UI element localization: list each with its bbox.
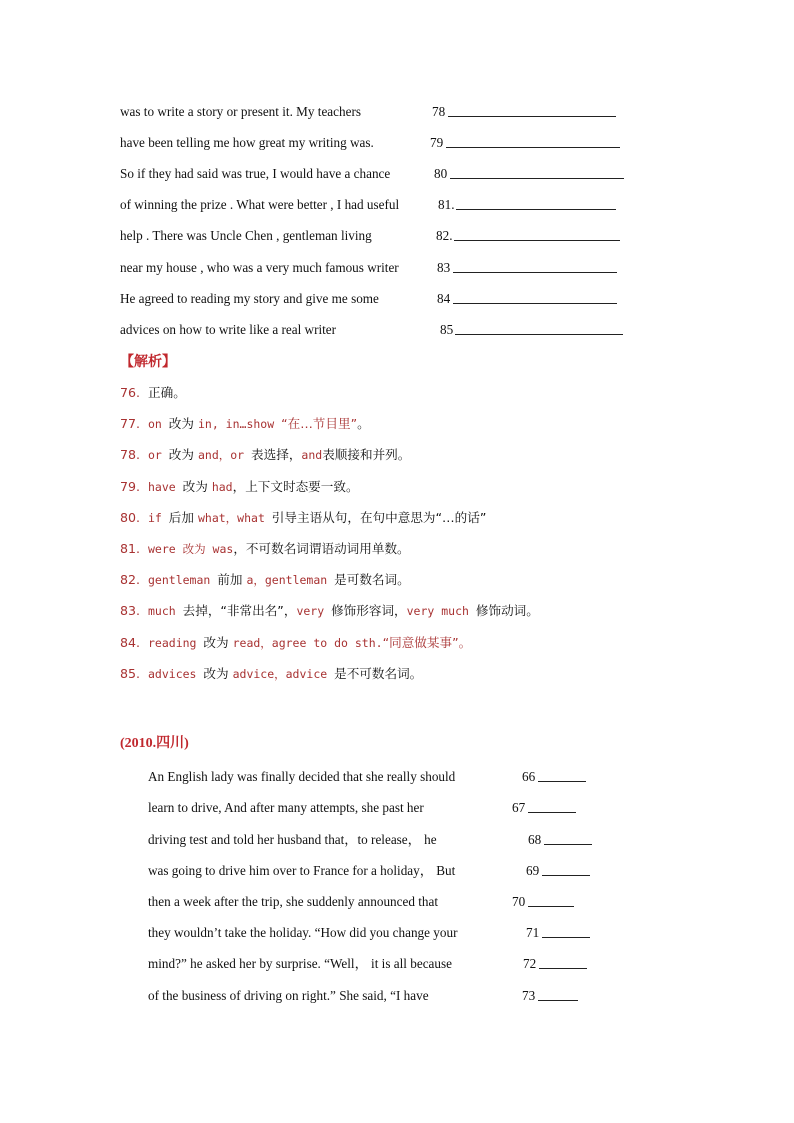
answer-line xyxy=(120,570,410,590)
answer-text: ，上下文时态要一致。 xyxy=(232,478,359,494)
answer-line xyxy=(120,664,422,684)
line-number: 80 xyxy=(434,166,448,181)
answer-text: had xyxy=(211,479,233,494)
passage-text: near my house , who was a very much famous writer xyxy=(120,260,399,275)
answer-text: in, in…show xyxy=(197,417,282,432)
passage-line xyxy=(120,320,640,340)
passage-line xyxy=(120,164,640,184)
answer-text: 改为 xyxy=(203,665,233,681)
line-number: 78 xyxy=(432,104,446,119)
passage-line xyxy=(148,798,608,818)
passage-line xyxy=(120,226,640,246)
analysis-heading: 【解析】 xyxy=(120,354,176,370)
answer-blank[interactable] xyxy=(456,209,616,210)
line-number: 69 xyxy=(526,863,540,878)
answer-text: 修饰动词。 xyxy=(475,603,539,619)
answer-number: 85. xyxy=(120,665,141,681)
passage-text: of winning the prize . What were better , I had useful xyxy=(120,197,400,212)
line-number: 68 xyxy=(528,832,542,847)
line-number: 67 xyxy=(512,800,526,815)
answer-blank[interactable] xyxy=(538,1000,578,1001)
passage-text: mind?” he asked her by surprise. “Well， it is all because xyxy=(148,956,452,971)
answer-blank[interactable] xyxy=(544,844,592,845)
passage-text: they wouldn’t take the holiday. “How did you change your xyxy=(148,925,458,940)
passage-line xyxy=(120,258,640,278)
answer-text: 去掉，“非常出名”， xyxy=(182,603,297,619)
answer-text: advices xyxy=(148,666,204,681)
answer-blank[interactable] xyxy=(453,272,617,273)
answer-number: 83. xyxy=(120,603,141,619)
answer-text: if xyxy=(148,510,169,525)
passage-text: driving test and told her husband that，to release， he xyxy=(148,832,437,847)
answer-text: 表顺接和并列。 xyxy=(322,447,411,463)
answer-text: 前加 xyxy=(217,572,247,588)
answer-blank[interactable] xyxy=(448,116,616,117)
answer-text: 表选择， xyxy=(251,447,302,463)
section-title: (2010.四川) xyxy=(120,736,189,751)
answer-blank[interactable] xyxy=(446,147,620,148)
passage-text: advices on how to write like a real writer xyxy=(120,322,337,337)
answer-text: “在…节目里” xyxy=(281,416,358,432)
answer-blank[interactable] xyxy=(528,812,576,813)
line-number: 73 xyxy=(522,988,536,1003)
answer-text: a，gentleman xyxy=(246,573,335,588)
passage-text: He agreed to reading my story and give me some xyxy=(120,291,379,306)
answer-text: much xyxy=(148,604,183,619)
answer-text: 是不可数名词。 xyxy=(334,665,423,681)
passage-text: then a week after the trip, she suddenly announced that xyxy=(148,894,439,909)
answer-text: ，不可数名词谓语动词用单数。 xyxy=(233,541,410,556)
passage-line xyxy=(120,195,640,215)
line-number: 71 xyxy=(526,925,540,940)
line-number: 79 xyxy=(430,135,444,150)
answer-line xyxy=(120,508,486,528)
answer-number: 84. xyxy=(120,634,141,650)
answer-text: 改为 xyxy=(168,447,198,463)
answer-number: 79. xyxy=(120,478,141,494)
answer-number: 82. xyxy=(120,572,141,588)
answer-text: 修饰形容词， xyxy=(331,603,407,619)
passage-line xyxy=(148,954,608,974)
passage-line xyxy=(120,289,640,309)
line-number: 85 xyxy=(440,322,454,337)
answer-line xyxy=(120,383,186,403)
answer-text: read，agree to do sth. xyxy=(232,635,383,650)
answer-line xyxy=(120,601,539,621)
answer-text: 改为 xyxy=(203,634,233,650)
answer-text: advice，advice xyxy=(232,666,335,681)
line-number: 72 xyxy=(523,956,537,971)
answer-text: 后加 xyxy=(168,509,198,525)
answer-blank[interactable] xyxy=(455,334,623,335)
passage-text: have been telling me how great my writing was. xyxy=(120,135,374,150)
answer-text: “同意做某事”。 xyxy=(382,634,472,650)
passage-line xyxy=(148,767,608,787)
passage-text: help . There was Uncle Chen , gentleman living xyxy=(120,228,372,243)
answer-blank[interactable] xyxy=(528,906,574,907)
answer-text: very much xyxy=(406,604,476,619)
passage-text: So if they had said was true, I would have a chance xyxy=(120,166,391,181)
passage-text: An English lady was finally decided that she really should xyxy=(148,769,456,784)
answer-text: were 改为 was xyxy=(148,542,234,556)
answer-blank[interactable] xyxy=(538,781,586,782)
passage-line xyxy=(148,830,608,850)
answer-blank[interactable] xyxy=(542,875,590,876)
passage-text: of the business of driving on right.” She said, “I have xyxy=(148,988,429,1003)
line-number: 83 xyxy=(437,260,451,275)
passage-line xyxy=(148,923,608,943)
answer-text: and，or xyxy=(197,448,252,463)
answer-text: 是可数名词。 xyxy=(334,572,410,588)
passage-text: was to write a story or present it. My teachers xyxy=(120,104,361,119)
answer-text: reading xyxy=(148,635,204,650)
answer-blank[interactable] xyxy=(539,968,587,969)
answer-line xyxy=(120,445,410,465)
answer-text: 正确。 xyxy=(148,385,186,400)
answer-text: very xyxy=(296,604,332,619)
line-number: 66 xyxy=(522,769,536,784)
passage-line xyxy=(120,133,640,153)
answer-text: on xyxy=(148,417,169,432)
line-number: 84 xyxy=(437,291,451,306)
answer-line xyxy=(120,633,471,653)
answer-text: what，what xyxy=(197,510,272,525)
answer-text: and xyxy=(301,448,323,463)
answer-blank[interactable] xyxy=(542,937,590,938)
line-number: 81. xyxy=(438,197,455,212)
passage-line xyxy=(148,892,608,912)
answer-number: 81. xyxy=(120,541,141,556)
answer-line xyxy=(120,477,359,497)
passage-text: was going to drive him over to France for a holiday， But xyxy=(148,863,456,878)
answer-blank[interactable] xyxy=(454,240,620,241)
answer-text: 改为 xyxy=(168,416,198,432)
answer-number: 78. xyxy=(120,447,141,463)
answer-text: have xyxy=(148,479,183,494)
passage-line xyxy=(148,861,608,881)
answer-line xyxy=(120,414,370,434)
passage-line xyxy=(120,102,640,122)
answer-text: or xyxy=(148,448,169,463)
passage-text: learn to drive, And after many attempts, she past her xyxy=(148,800,424,815)
passage-line xyxy=(148,986,608,1006)
answer-text: 改为 xyxy=(182,478,212,494)
answer-text: 引导主语从句，在句中意思为“…的话” xyxy=(271,509,487,525)
answer-number: 76. xyxy=(120,385,141,400)
line-number: 70 xyxy=(512,894,526,909)
line-number: 82. xyxy=(436,228,453,243)
answer-blank[interactable] xyxy=(453,303,617,304)
answer-number: 80. xyxy=(120,509,141,525)
answer-number: 77. xyxy=(120,416,141,432)
answer-blank[interactable] xyxy=(450,178,624,179)
answer-line xyxy=(120,539,410,559)
answer-text: 。 xyxy=(357,416,370,432)
answer-text: gentleman xyxy=(148,573,218,588)
